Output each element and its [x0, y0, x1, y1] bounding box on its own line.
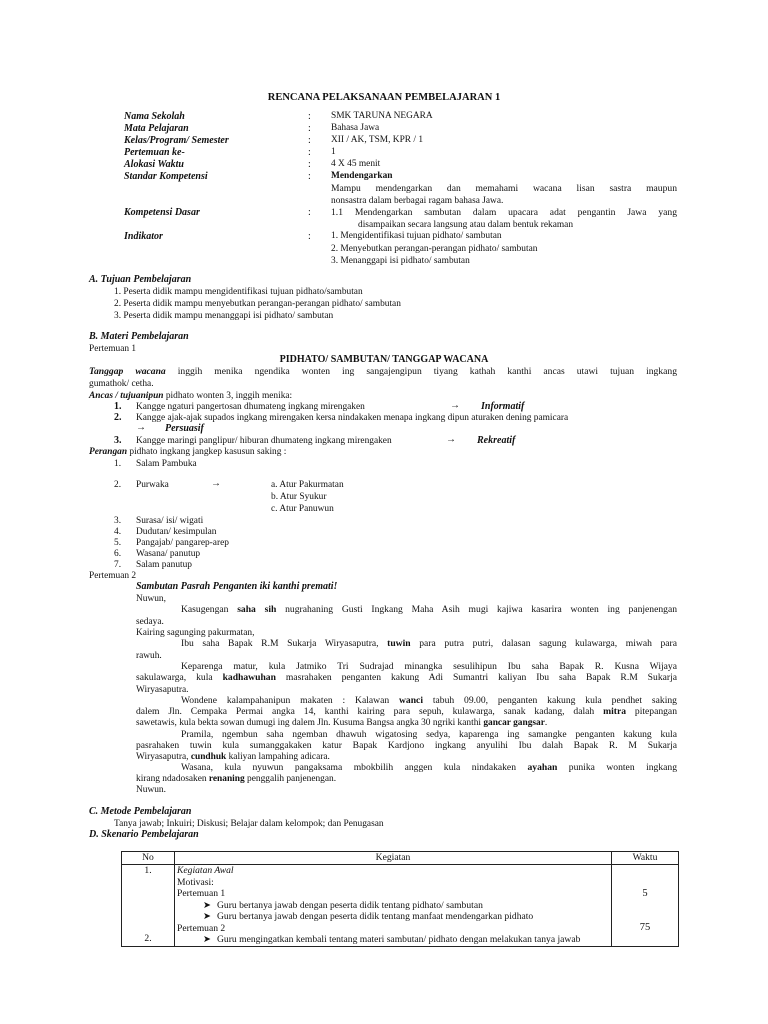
- perangan-item: Wasana/ panutup: [136, 549, 201, 559]
- perangan-intro: [89, 446, 286, 458]
- pertemuan-label: Pertemuan 2: [177, 922, 226, 934]
- ancas-text: Kangge maringi panglipur/ hiburan dhumateng ingkang mirengaken: [136, 436, 392, 446]
- arrow-bullet-icon: ➤: [202, 934, 211, 945]
- sambutan-title: Sambutan Pasrah Penganten iki kanthi premati!: [136, 581, 338, 592]
- list-item-text: Guru bertanya jawab dengan peserta didik tentang pidhato/ sambutan: [217, 899, 483, 911]
- text: para putra putri, dalasan sagung kulawarga, miwah para: [410, 638, 677, 649]
- term: Ancas / tujuanipun: [89, 391, 164, 401]
- section-a-heading: A. Tujuan Pembelajaran: [89, 274, 192, 285]
- text: masrahaken penganten kakung Adi Sumantri kaliyan Ibu saha Bapak R.M Sukarja: [275, 672, 677, 683]
- perangan-item: Purwaka: [136, 480, 169, 490]
- header-colon: :: [308, 135, 311, 146]
- ancas-result: Rekreatif: [477, 435, 516, 446]
- text: dalem Jln. Cempaka Permai angka 14, kanthi kairing para sepuh, kulawarga, sanak kadang, dalah: [136, 706, 604, 717]
- atur-item: a. Atur Pakurmatan: [271, 480, 344, 490]
- text: tabuh 09.00, penganten kakung kula pendhet saking: [422, 695, 677, 706]
- pertemuan-label: Pertemuan 2: [89, 571, 137, 581]
- term: Perangan: [89, 447, 128, 457]
- row-number: 1.: [144, 865, 152, 876]
- definition-line2: gumathok/ cetha.: [89, 379, 154, 389]
- header-value: Mendengarkan: [331, 171, 393, 181]
- sambutan-text: Nuwun,: [136, 594, 166, 604]
- text: Wiryasaputra,: [136, 752, 191, 762]
- pertemuan-label: Pertemuan 1: [177, 888, 226, 899]
- text: pitepangan: [626, 706, 677, 717]
- text: sawetawis, kula bekta sowan dumugi ing dalem Jln. Kusuma Bangsa angka 30 ngriki kanthi: [136, 718, 484, 728]
- column-header: No: [122, 852, 175, 865]
- sambutan-paragraph: [136, 672, 677, 684]
- column-header: Kegiatan: [175, 852, 612, 865]
- emphasis: saha sih: [237, 604, 277, 615]
- ancas-text: Kangge ajak-ajak supados ingkang mirengaken kersa nindakaken menapa ingkang dipun aturaken dening pamicara: [136, 413, 569, 423]
- header-label: Indikator: [124, 231, 163, 242]
- emphasis: kadhawuhan: [222, 672, 276, 683]
- sambutan-paragraph: [181, 695, 677, 707]
- perangan-item: Surasa/ isi/ wigati: [136, 516, 204, 526]
- sambutan-paragraph: [136, 773, 336, 785]
- perangan-num: 3.: [114, 516, 122, 526]
- metode-text: Tanya jawab; Inkuiri; Diskusi; Belajar dalam kelompok; dan Penugasan: [114, 819, 384, 829]
- header-colon: :: [308, 171, 311, 182]
- arrow-bullet-icon: ➤: [202, 911, 211, 922]
- header-label: Standar Kompetensi: [124, 171, 208, 182]
- text: penggalih panjenengan.: [244, 774, 337, 784]
- list-item: [177, 900, 609, 912]
- emphasis: renaning: [208, 774, 245, 784]
- perangan-num: 5.: [114, 538, 122, 548]
- motivasi-label: Motivasi:: [177, 876, 214, 888]
- emphasis: cundhuk: [190, 752, 227, 762]
- pertemuan-label: Pertemuan 1: [89, 344, 137, 354]
- header-label: Nama Sekolah: [124, 111, 185, 122]
- sambutan-text: Wiryasaputra.: [136, 685, 189, 695]
- indikator-item: 3. Menanggapi isi pidhato/ sambutan: [331, 256, 470, 266]
- ancas-result: Persuasif: [165, 423, 204, 434]
- ancas-num: 2.: [114, 412, 122, 423]
- sambutan-text: rawuh.: [136, 651, 162, 661]
- perangan-item: Salam Pambuka: [136, 459, 197, 469]
- section-d-heading: D. Skenario Pembelajaran: [89, 829, 199, 840]
- header-value: 4 X 45 menit: [331, 159, 381, 169]
- header-colon: :: [308, 159, 311, 170]
- header-colon: :: [308, 147, 311, 158]
- table-row: [122, 865, 679, 947]
- header-colon: :: [308, 207, 311, 218]
- arrow-icon: →: [450, 400, 460, 411]
- document-title: RENCANA PELAKSANAAN PEMBELAJARAN 1: [267, 92, 501, 103]
- tujuan-item: 1. Peserta didik mampu mengidentifikasi tujuan pidhato/sambutan: [114, 287, 363, 297]
- arrow-bullet-icon: ➤: [202, 899, 211, 911]
- header-value: 1.1 Mendengarkan sambutan dalam upacara adat pengantin Jawa yang: [331, 207, 677, 218]
- tanggap-wacana-definition: [89, 366, 677, 378]
- perangan-num: 2.: [114, 480, 122, 490]
- list-item: [177, 934, 609, 946]
- perangan-item: Pangajab/ pangarep-arep: [136, 538, 229, 548]
- ancas-num: 3.: [114, 435, 122, 446]
- ancas-text: Kangge ngaturi pangertosan dhumateng ingkang mirengaken: [136, 402, 365, 412]
- waktu-value: 75: [639, 922, 651, 933]
- atur-item: c. Atur Panuwun: [271, 504, 334, 514]
- ancas-rest: pidhato wonten 3, inggih menika:: [163, 391, 293, 401]
- sambutan-paragraph: [136, 706, 677, 718]
- text: Wasana, kula nyuwun pangaksama mbokbilih anggen kula nindakaken: [181, 762, 528, 773]
- row-number-cell: [122, 865, 175, 947]
- materi-subtitle: PIDHATO/ SAMBUTAN/ TANGGAP WACANA: [279, 354, 489, 365]
- atur-item: b. Atur Syukur: [271, 492, 327, 502]
- text: Wondene kalampahanipun makaten : Kalawan: [181, 695, 399, 706]
- text: sakulawarga, kula: [136, 672, 223, 683]
- header-label: Alokasi Waktu: [124, 159, 184, 170]
- header-colon: :: [308, 111, 311, 122]
- section-b-heading: B. Materi Pembelajaran: [89, 331, 189, 342]
- header-value: XII / AK, TSM, KPR / 1: [331, 135, 424, 145]
- text: nugrahaning Gusti Ingkang Maha Asih mugi kajiwa kasarira wonten ing panjenengan: [276, 604, 678, 615]
- kd-line2: disampaikan secara langsung atau dalam bentuk rekaman: [358, 220, 574, 230]
- indikator-item: 2. Menyebutkan perangan-perangan pidhato/ sambutan: [331, 244, 538, 254]
- section-c-heading: C. Metode Pembelajaran: [89, 806, 192, 817]
- arrow-icon: →: [136, 422, 146, 433]
- perangan-item: Dudutan/ kesimpulan: [136, 527, 217, 537]
- perangan-num: 4.: [114, 527, 122, 537]
- ancas-result: Informatif: [481, 401, 525, 412]
- arrow-icon: →: [211, 478, 221, 489]
- arrow-icon: →: [446, 434, 456, 445]
- perangan-item: Salam panutup: [136, 560, 192, 570]
- column-header: Waktu: [612, 852, 679, 865]
- kegiatan-awal-label: Kegiatan Awal: [177, 865, 234, 876]
- header-value: Bahasa Jawa: [331, 123, 380, 133]
- header-label: Kelas/Program/ Semester: [124, 135, 229, 146]
- list-item-text: Guru bertanya jawab dengan peserta didik tentang manfaat mendengarkan pidhato: [217, 911, 534, 922]
- sambutan-paragraph: [181, 638, 677, 650]
- emphasis: gancar gangsar: [483, 718, 545, 728]
- perangan-num: 6.: [114, 549, 122, 559]
- sambutan-paragraph: [181, 762, 677, 774]
- sambutan-paragraph: [136, 717, 547, 729]
- text: .: [544, 718, 548, 728]
- table-header-row: [122, 852, 679, 865]
- header-value: SMK TARUNA NEGARA: [331, 111, 433, 121]
- term: Tanggap wacana: [89, 366, 166, 377]
- sambutan-paragraph: pasrahaken tuwin kula sumanggakaken katur Bapak Kardjono ingkang anyulihi Ibu dalah Bapak R. M Sukarja: [136, 740, 677, 751]
- perangan-rest: pidhato ingkang jangkep kasusun saking :: [127, 447, 287, 457]
- emphasis: tuwin: [387, 638, 411, 649]
- header-colon: :: [308, 123, 311, 134]
- header-label: Kompetensi Dasar: [124, 207, 200, 218]
- header-value: 1: [331, 147, 336, 157]
- row-number: 2.: [144, 933, 152, 944]
- text: kaliyan lampahing adicara.: [226, 752, 330, 762]
- sambutan-text: Nuwun.: [136, 785, 166, 795]
- sambutan-paragraph: Pramila, ngembun saha ngemban dhawuh wigatosing sedya, kaparenga ing samangke penganten kakung kula: [181, 729, 677, 740]
- definition-text: inggih menika ngendika wonten ing sangajengipun tiyang kathah kanthi ancas utawi tujuan ingkang: [165, 366, 677, 377]
- waktu-cell: [612, 865, 679, 947]
- tujuan-item: 2. Peserta didik mampu menyebutkan perangan-perangan pidhato/ sambutan: [114, 299, 401, 309]
- emphasis: wanci: [399, 695, 423, 706]
- sambutan-paragraph: Keparenga matur, kula Jatmiko Tri Sudrajad minangka sesulihipun Ibu saha Bapak R. Kusna Wijaya: [181, 661, 677, 672]
- skenario-table: [121, 851, 679, 947]
- kegiatan-cell: [175, 865, 612, 947]
- perangan-num: 7.: [114, 560, 122, 570]
- tujuan-item: 3. Peserta didik mampu menanggapi isi pidhato/ sambutan: [114, 311, 334, 321]
- sambutan-text: sedaya.: [136, 617, 164, 627]
- text: Kasugengan: [181, 604, 238, 615]
- header-label: Pertemuan ke-: [124, 147, 185, 158]
- sk-desc-line1: Mampu mendengarkan dan memahami wacana lisan sastra maupun: [331, 183, 677, 194]
- list-item-text: Guru mengingatkan kembali tentang materi sambutan/ pidhato dengan melakukan tanya jawab: [217, 934, 581, 945]
- perangan-num: 1.: [114, 459, 122, 469]
- sambutan-paragraph: [181, 604, 677, 616]
- emphasis: ayahan: [527, 762, 558, 773]
- text: punika wonten ingkang: [557, 762, 677, 773]
- sk-desc-line2: nonsastra dalam berbagai ragam bahasa Jawa.: [331, 196, 504, 206]
- text: Ibu saha Bapak R.M Sukarja Wiryasaputra,: [181, 638, 388, 649]
- emphasis: mitra: [603, 706, 627, 717]
- ancas-num: 1.: [114, 401, 122, 412]
- waktu-value: 5: [642, 888, 648, 899]
- header-label: Mata Pelajaran: [124, 123, 189, 134]
- sambutan-text: Kairing sagunging pakurmatan,: [136, 628, 255, 638]
- header-colon: :: [308, 231, 311, 242]
- header-value: 1. Mengidentifikasi tujuan pidhato/ sambutan: [331, 231, 502, 241]
- text: kirang ndadosaken: [136, 774, 209, 784]
- list-item: [177, 911, 609, 923]
